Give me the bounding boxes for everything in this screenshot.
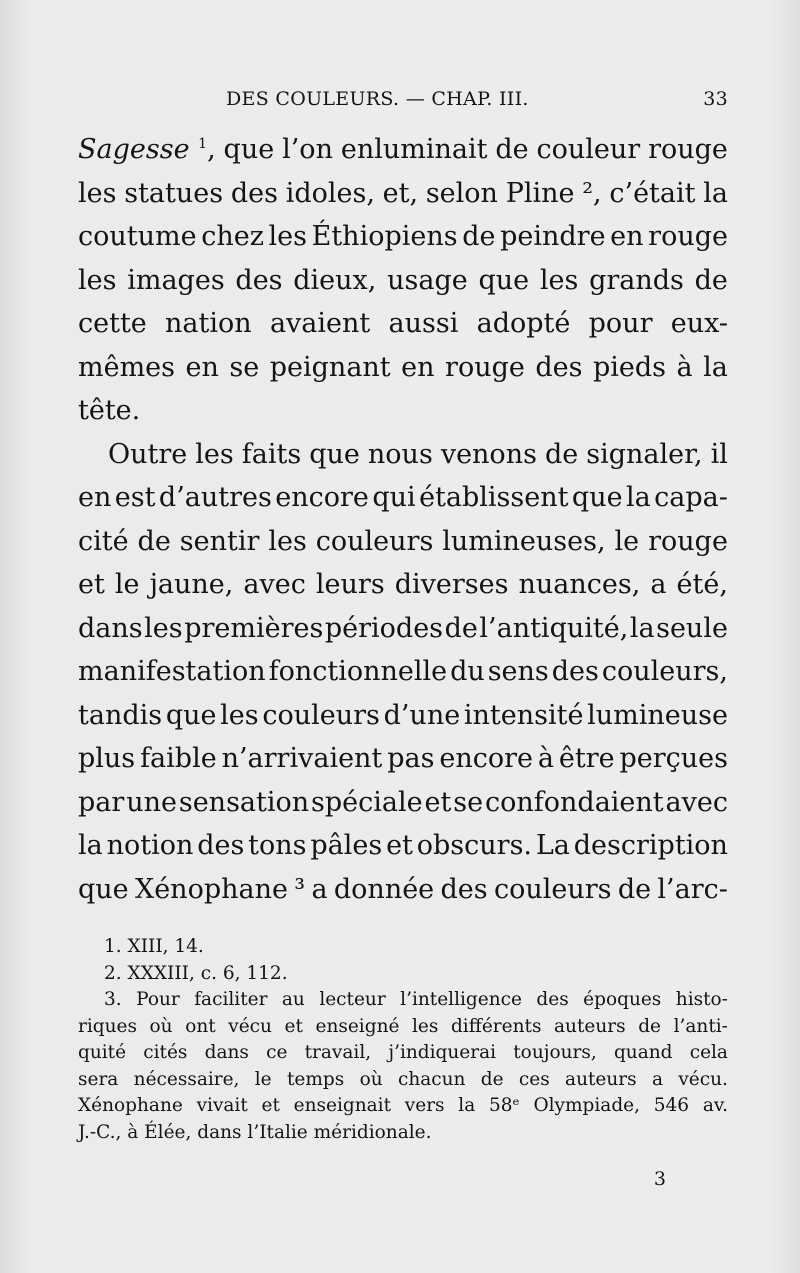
word: Xénophane [78, 1095, 183, 1116]
word: époques [583, 989, 662, 1010]
word: idoles, [285, 177, 375, 209]
word: a [650, 569, 667, 600]
text-line-11 [78, 563, 728, 607]
word: cité [78, 525, 129, 557]
word: vécu [228, 1015, 272, 1037]
word: riques [78, 1015, 137, 1037]
word: sensation [178, 786, 310, 818]
word: le [114, 569, 140, 600]
word: nation [165, 308, 252, 339]
word: et [424, 786, 452, 818]
word: des [535, 351, 583, 383]
word: sentir [179, 525, 260, 557]
text-line-7: tête. [78, 395, 141, 426]
word: vers [404, 1095, 445, 1116]
word: qui [372, 482, 416, 513]
word: Éthiopiens [311, 221, 458, 252]
word: obscurs. [416, 830, 533, 861]
word: établissent [419, 482, 569, 513]
word: dans [78, 612, 143, 644]
text-line-5 [78, 302, 728, 346]
text-line-18 [78, 868, 728, 912]
word: aussi [388, 308, 459, 339]
word: rouge [648, 525, 728, 557]
word: tandis [78, 699, 163, 731]
word: et [261, 1095, 280, 1116]
word: en [78, 482, 112, 513]
word: des [440, 873, 488, 905]
word: avec [665, 786, 728, 818]
word: venons [440, 438, 537, 470]
word: images [127, 264, 225, 296]
word: l’arc- [657, 873, 728, 905]
word: a [651, 1068, 663, 1090]
word: leurs [315, 569, 385, 600]
word: à [676, 351, 693, 383]
word: seule [656, 612, 728, 644]
text-line-8 [78, 433, 728, 477]
first-line-start [78, 128, 207, 172]
word: de [638, 1015, 661, 1037]
word: et, [382, 177, 419, 209]
text-line-12 [78, 607, 728, 651]
text-line-1 [78, 128, 728, 172]
word: encore [275, 482, 369, 513]
word: enseigné [315, 1015, 400, 1037]
word: enluminait [340, 134, 488, 165]
word: dieux, [293, 264, 377, 296]
word: couleur [536, 134, 641, 165]
word: les [412, 1015, 439, 1037]
word: ces [518, 1068, 550, 1090]
word: , [207, 134, 216, 165]
word: des [551, 656, 599, 687]
word: que [165, 699, 217, 731]
word: des [230, 177, 278, 209]
word: dans [204, 1042, 249, 1063]
word: l’on [282, 134, 333, 165]
word: vivait [196, 1095, 248, 1116]
word: Outre [108, 438, 188, 470]
word: pâles [310, 830, 383, 861]
word: toujours, [513, 1042, 597, 1063]
word: le [614, 525, 640, 557]
word: signaler, [586, 438, 703, 470]
word: une [126, 786, 177, 818]
word: peindre [500, 221, 606, 252]
footnote-3-line-6: J.-C., à Élée, dans l’Italie méridionale. [78, 1121, 432, 1143]
word: pour [588, 308, 653, 339]
word: coutume [78, 221, 197, 252]
text-line-15 [78, 737, 728, 781]
word: été, [676, 569, 728, 600]
footnote-ref-1: 1 [198, 136, 208, 152]
word: auteurs [565, 1068, 637, 1090]
word: c’était [609, 177, 696, 209]
word: est [114, 482, 156, 513]
word: ³ [294, 873, 306, 905]
word: cités [143, 1042, 188, 1063]
word: vécu. [678, 1068, 728, 1090]
word: et [386, 830, 413, 861]
word: à [537, 743, 554, 774]
word: mêmes [78, 351, 176, 383]
word: n’arrivaient [221, 743, 383, 774]
word: nous [367, 438, 433, 470]
text-line-17 [78, 824, 728, 868]
word: ², [582, 177, 602, 209]
word: se [453, 786, 484, 818]
word: jaune, [149, 569, 234, 600]
word: avec [243, 569, 306, 600]
word: tons [248, 830, 307, 861]
word: Pour [136, 989, 180, 1010]
word: av. [702, 1095, 728, 1116]
word: quité [78, 1042, 127, 1063]
word: couleurs [315, 525, 434, 557]
text-line-3 [78, 215, 728, 259]
word: 546 [653, 1095, 690, 1116]
word: de [495, 134, 529, 165]
word: sera [78, 1068, 119, 1090]
text-line-13 [78, 650, 728, 694]
word: chacun [397, 1068, 466, 1090]
word: de [617, 873, 652, 905]
footnotes [78, 934, 728, 1146]
word: il [710, 438, 728, 470]
word: l’antiquité, [479, 612, 629, 644]
word: manifestation [78, 656, 266, 687]
word: description [573, 830, 728, 861]
word: de [462, 221, 496, 252]
footnote-2: 2. XXXIII, c. 6, 112. [104, 962, 288, 984]
word: intensité [463, 699, 584, 731]
word: lumineuses, [442, 525, 606, 557]
word: par [78, 786, 125, 818]
body-text [78, 128, 728, 911]
word: histo- [675, 989, 728, 1010]
word: faciliter [194, 989, 268, 1010]
word: la [78, 830, 103, 861]
word: plus [78, 743, 136, 774]
word: capa- [654, 482, 728, 513]
word: que [309, 438, 360, 470]
word: notion [106, 830, 194, 861]
word: de [694, 264, 728, 296]
word: l’intelligence [400, 989, 522, 1010]
word: l’anti- [673, 1015, 728, 1037]
italic-word: Sagesse [78, 134, 190, 165]
word: ce [266, 1042, 288, 1063]
footnote-1: 1. XIII, 14. [104, 936, 204, 957]
word: et [78, 569, 105, 600]
running-title: DES COULEURS. — CHAP. III. [226, 88, 529, 110]
text-line-10 [78, 520, 728, 564]
word: en [401, 351, 435, 383]
word: a [311, 873, 328, 905]
word: lumineuse [587, 699, 728, 731]
word: que [78, 873, 129, 905]
word: lecteur [319, 989, 386, 1010]
text-line-2 [78, 172, 728, 216]
word: statues [124, 177, 224, 209]
footnote-3-line-5 [78, 1093, 728, 1120]
word: avaient [269, 308, 371, 339]
word: le [254, 1068, 272, 1090]
word: donnée [333, 873, 435, 905]
word: pas [387, 743, 435, 774]
word: de [480, 1068, 504, 1090]
word: rouge [648, 134, 728, 165]
footnote-3-line-4 [78, 1067, 728, 1094]
signature-mark: 3 [653, 1168, 666, 1190]
word: temps [286, 1068, 345, 1090]
word: pieds [593, 351, 667, 383]
word: la [703, 351, 728, 383]
text-line-16 [78, 781, 728, 825]
word: des [235, 264, 283, 296]
word: les [78, 264, 117, 296]
word: premières [184, 612, 324, 644]
word: grands [589, 264, 684, 296]
word: au [281, 989, 305, 1010]
word: Pline [505, 177, 575, 209]
word: les [268, 221, 308, 252]
word: eux- [670, 308, 728, 339]
word: enseignait [293, 1095, 392, 1116]
word: faits [241, 438, 302, 470]
word: des [536, 989, 569, 1010]
word: en [610, 221, 644, 252]
text-line-6 [78, 346, 728, 390]
word: chez [201, 221, 264, 252]
word: où [149, 1015, 173, 1037]
word: diverses [394, 569, 509, 600]
word: quand [613, 1042, 673, 1063]
word: les [78, 177, 117, 209]
word: en [185, 351, 219, 383]
word: 3. [104, 989, 122, 1010]
text-line-4 [78, 259, 728, 303]
word: et [284, 1015, 303, 1037]
word: la [458, 1095, 476, 1116]
word: perçues [619, 743, 728, 774]
word: différents [450, 1015, 542, 1037]
footnote-3-line-1 [78, 987, 728, 1014]
word: des [197, 830, 245, 861]
word: rouge [445, 351, 525, 383]
word: j’indiquerai [388, 1042, 497, 1063]
word: être [558, 743, 615, 774]
word: 58ᵉ [489, 1095, 520, 1116]
word: que [571, 482, 623, 513]
word: auteurs [554, 1015, 626, 1037]
word: se [229, 351, 260, 383]
word: peignant [269, 351, 391, 383]
word: cette [78, 308, 147, 339]
word: les [195, 438, 234, 470]
word: encore [439, 743, 533, 774]
word: que [223, 134, 275, 165]
text-line-9 [78, 476, 728, 520]
text-line-14 [78, 694, 728, 738]
word: selon [425, 177, 498, 209]
word: sens [487, 656, 549, 687]
word: les [268, 525, 307, 557]
word: couleurs [493, 873, 612, 905]
word: faible [140, 743, 217, 774]
word: la [626, 482, 651, 513]
word: d’autres [158, 482, 272, 513]
word: fonctionnelle [268, 656, 448, 687]
word: travail, [304, 1042, 372, 1063]
word: couleurs [262, 699, 380, 731]
running-header [78, 88, 728, 116]
word: cela [689, 1042, 728, 1063]
footnote-3-line-2 [78, 1014, 728, 1041]
word: confondaient [485, 786, 664, 818]
word: les [144, 612, 183, 644]
word: les [539, 264, 579, 296]
word: nécessaire, [133, 1068, 240, 1090]
word: ont [185, 1015, 216, 1037]
word: spéciale [311, 786, 423, 818]
word: la [629, 612, 655, 644]
page-number: 33 [703, 88, 728, 110]
word: nuances, [518, 569, 641, 600]
word: périodes [324, 612, 444, 644]
word: La [535, 830, 570, 861]
word: Xénophane [134, 873, 288, 905]
word: du [450, 656, 485, 687]
word: couleurs, [601, 656, 728, 687]
word: adopté [476, 308, 571, 339]
word: la [703, 177, 728, 209]
word: usage [387, 264, 468, 296]
word: Olympiade, [533, 1095, 641, 1116]
word: rouge [648, 221, 728, 252]
footnote-3-line-3 [78, 1040, 728, 1067]
word: que [478, 264, 530, 296]
first-line-rest [207, 128, 728, 172]
word: d’une [383, 699, 461, 731]
word: de [137, 525, 171, 557]
word: de [444, 612, 478, 644]
word: où [359, 1068, 383, 1090]
word: les [220, 699, 259, 731]
word: de [544, 438, 579, 470]
